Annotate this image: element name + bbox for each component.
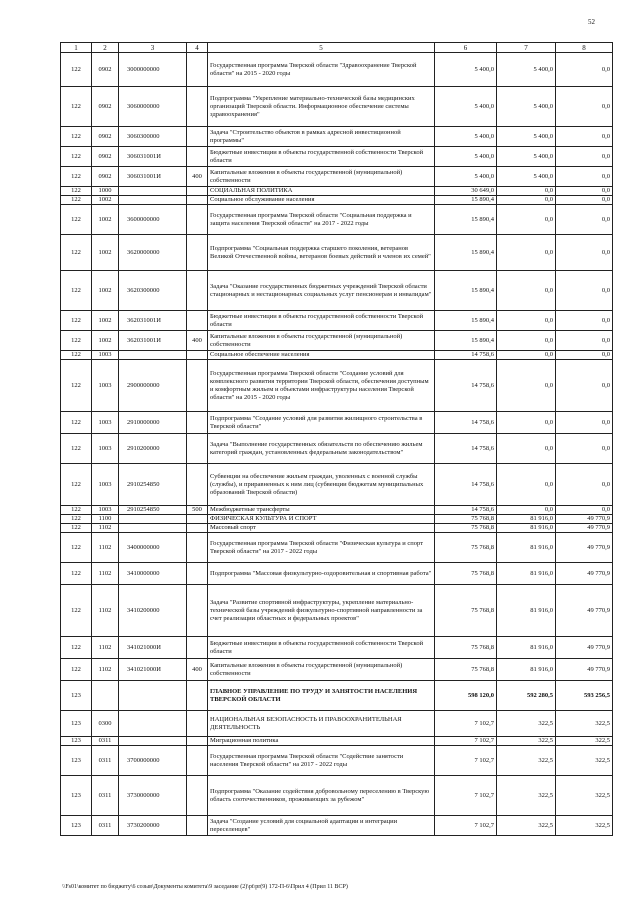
table-cell-c5: Государственная программа Тверской области "Социальная поддержка и защита населения Тверской области" на 2017 - 2022 годы (208, 205, 435, 235)
table-row (61, 585, 613, 637)
table-cell-c6: 7 102,7 (435, 737, 497, 746)
table-cell-c5: Миграционная политика (208, 737, 435, 746)
table-cell-c3: 341021000И (119, 659, 187, 681)
header-cell: 7 (497, 43, 556, 53)
table-cell-c1: 122 (61, 167, 92, 187)
header-cell: 1 (61, 43, 92, 53)
table-cell-c3 (119, 187, 187, 196)
table-row (61, 147, 613, 167)
table-row (61, 127, 613, 147)
table-cell-c6: 5 400,0 (435, 167, 497, 187)
table-cell-c4 (187, 205, 208, 235)
table-cell-c8: 49 770,9 (556, 563, 613, 585)
table-cell-c2: 0311 (92, 746, 119, 776)
table-cell-c5: ФИЗИЧЕСКАЯ КУЛЬТУРА И СПОРТ (208, 515, 435, 524)
table-cell-c6: 75 768,8 (435, 533, 497, 563)
table-cell-c1: 122 (61, 196, 92, 205)
table-cell-c1: 122 (61, 506, 92, 515)
table-cell-c1: 122 (61, 311, 92, 331)
table-cell-c5: Подпрограмма "Создание условий для развития жилищного строительства в Тверской области" (208, 412, 435, 434)
table-cell-c5: Задача "Оказание государственных бюджетных учреждений Тверской области стационарных и нестационарных социальных услуг пенсионерам и инвалидам" (208, 271, 435, 311)
table-cell-c5: СОЦИАЛЬНАЯ ПОЛИТИКА (208, 187, 435, 196)
table-row (61, 681, 613, 711)
table-cell-c4 (187, 311, 208, 331)
table-cell-c7: 322,5 (497, 776, 556, 816)
table-cell-c6: 15 890,4 (435, 205, 497, 235)
table-cell-c7: 81 916,0 (497, 637, 556, 659)
table-cell-c8: 322,5 (556, 737, 613, 746)
table-cell-c4 (187, 351, 208, 360)
table-cell-c3: 306031001И (119, 147, 187, 167)
table-cell-c1: 123 (61, 711, 92, 737)
table-cell-c2: 0902 (92, 53, 119, 87)
table-cell-c5: Подпрограмма "Укрепление материально-технической базы медицинских организаций Тверской области. Информационное обеспечение системы здравоохранения" (208, 87, 435, 127)
table-cell-c8: 0,0 (556, 412, 613, 434)
table-cell-c4 (187, 585, 208, 637)
table-cell-c4: 400 (187, 167, 208, 187)
table-cell-c8: 49 770,9 (556, 659, 613, 681)
table-cell-c6: 5 400,0 (435, 87, 497, 127)
table-cell-c1: 122 (61, 360, 92, 412)
table-cell-c4 (187, 235, 208, 271)
table-cell-c5: Задача "Создание условий для социальной адаптации и интеграции переселенцев" (208, 816, 435, 836)
table-cell-c5: Государственная программа Тверской области "Содействие занятости населения Тверской области" на 2017 - 2022 годы (208, 746, 435, 776)
table-row (61, 515, 613, 524)
table-cell-c2 (92, 681, 119, 711)
table-cell-c3 (119, 196, 187, 205)
table-cell-c8: 0,0 (556, 127, 613, 147)
table-cell-c8: 49 770,9 (556, 524, 613, 533)
table-cell-c8: 593 256,5 (556, 681, 613, 711)
table-cell-c4 (187, 127, 208, 147)
table-cell-c7: 0,0 (497, 187, 556, 196)
table-cell-c3: 2910254850 (119, 464, 187, 506)
table-cell-c5: Капитальные вложения в объекты государственной (муниципальной) собственности (208, 659, 435, 681)
table-cell-c8: 0,0 (556, 271, 613, 311)
table-cell-c6: 30 649,0 (435, 187, 497, 196)
table-cell-c2: 1003 (92, 506, 119, 515)
table-cell-c8: 49 770,9 (556, 515, 613, 524)
table-row (61, 816, 613, 836)
table-cell-c8: 49 770,9 (556, 585, 613, 637)
table-cell-c1: 122 (61, 563, 92, 585)
header-cell: 4 (187, 43, 208, 53)
table-cell-c3: 3400000000 (119, 533, 187, 563)
header-cell: 3 (119, 43, 187, 53)
table-cell-c5: Бюджетные инвестиции в объекты государственной собственности Тверской области (208, 637, 435, 659)
table-cell-c1: 123 (61, 737, 92, 746)
table-cell-c1: 122 (61, 412, 92, 434)
table-cell-c1: 122 (61, 205, 92, 235)
table-cell-c7: 81 916,0 (497, 533, 556, 563)
table-cell-c6: 15 890,4 (435, 196, 497, 205)
table-cell-c2: 0311 (92, 776, 119, 816)
table-cell-c1: 122 (61, 53, 92, 87)
table-cell-c2: 0902 (92, 127, 119, 147)
table-cell-c3 (119, 737, 187, 746)
table-cell-c3: 2910000000 (119, 412, 187, 434)
table-cell-c1: 122 (61, 127, 92, 147)
table-cell-c2: 1002 (92, 205, 119, 235)
table-cell-c6: 5 400,0 (435, 147, 497, 167)
table-cell-c1: 122 (61, 271, 92, 311)
table-cell-c7: 0,0 (497, 331, 556, 351)
page-number: 52 (588, 18, 595, 26)
table-cell-c6: 75 768,8 (435, 515, 497, 524)
table-cell-c7: 322,5 (497, 737, 556, 746)
table-cell-c5: Массовый спорт (208, 524, 435, 533)
table-cell-c7: 0,0 (497, 235, 556, 271)
header-cell: 6 (435, 43, 497, 53)
table-row (61, 563, 613, 585)
table-cell-c2: 1002 (92, 271, 119, 311)
table-cell-c8: 49 770,9 (556, 533, 613, 563)
table-cell-c4: 400 (187, 331, 208, 351)
header-row (61, 43, 613, 53)
table-cell-c2: 1000 (92, 187, 119, 196)
table-cell-c8: 0,0 (556, 351, 613, 360)
table-cell-c4 (187, 637, 208, 659)
table-cell-c5: Задача "Строительство объектов в рамках адресной инвестиционной программы" (208, 127, 435, 147)
table-cell-c5: Социальное обеспечение населения (208, 351, 435, 360)
table-cell-c8: 0,0 (556, 311, 613, 331)
table-cell-c5: Межбюджетные трансферты (208, 506, 435, 515)
table-cell-c7: 81 916,0 (497, 563, 556, 585)
table-cell-c4 (187, 681, 208, 711)
table-cell-c3: 306031001И (119, 167, 187, 187)
table-cell-c7: 81 916,0 (497, 659, 556, 681)
table-cell-c5: Подпрограмма "Массовая физкультурно-оздоровительная и спортивная работа" (208, 563, 435, 585)
table-cell-c4 (187, 412, 208, 434)
table-cell-c5: Бюджетные инвестиции в объекты государственной собственности Тверской области (208, 147, 435, 167)
table-cell-c7: 322,5 (497, 746, 556, 776)
table-cell-c7: 5 400,0 (497, 87, 556, 127)
table-cell-c6: 7 102,7 (435, 711, 497, 737)
table-cell-c5: Государственная программа Тверской области "Здравоохранение Тверской области" на 2015 - 2020 годы (208, 53, 435, 87)
table-cell-c5: Капитальные вложения в объекты государственной (муниципальной) собственности (208, 167, 435, 187)
table-cell-c3: 2910254850 (119, 506, 187, 515)
table-cell-c1: 122 (61, 331, 92, 351)
table-cell-c6: 75 768,8 (435, 585, 497, 637)
table-cell-c5: Задача "Развитие спортивной инфраструктуры, укрепление материально-технической базы учреждений физкультурно-спортивной направленности за счет реализации областных и федеральных проектов" (208, 585, 435, 637)
table-cell-c6: 14 758,6 (435, 434, 497, 464)
table-cell-c1: 122 (61, 235, 92, 271)
table-cell-c4 (187, 515, 208, 524)
table-row (61, 776, 613, 816)
table-cell-c7: 0,0 (497, 434, 556, 464)
table-row (61, 311, 613, 331)
table-cell-c8: 0,0 (556, 167, 613, 187)
table-cell-c1: 122 (61, 515, 92, 524)
table-row (61, 331, 613, 351)
table-cell-c1: 123 (61, 816, 92, 836)
table-row (61, 524, 613, 533)
table-cell-c2: 1002 (92, 235, 119, 271)
table-cell-c6: 75 768,8 (435, 659, 497, 681)
table-cell-c6: 15 890,4 (435, 235, 497, 271)
table-cell-c6: 598 120,0 (435, 681, 497, 711)
table-cell-c8: 322,5 (556, 776, 613, 816)
table-cell-c5: Задача "Выполнение государственных обязательств по обеспечению жильем категорий граждан, установленных федеральным законодательством" (208, 434, 435, 464)
table-cell-c1: 122 (61, 533, 92, 563)
table-cell-c6: 14 758,6 (435, 506, 497, 515)
table-cell-c5: Социальное обслуживание населения (208, 196, 435, 205)
table-row (61, 167, 613, 187)
table-cell-c4: 500 (187, 506, 208, 515)
table-cell-c7: 0,0 (497, 360, 556, 412)
table-row (61, 533, 613, 563)
table-cell-c2: 1003 (92, 434, 119, 464)
table-cell-c4 (187, 434, 208, 464)
table-cell-c2: 1100 (92, 515, 119, 524)
table-cell-c4 (187, 563, 208, 585)
table-cell-c4 (187, 524, 208, 533)
table-cell-c4 (187, 271, 208, 311)
table-cell-c6: 7 102,7 (435, 816, 497, 836)
table-cell-c2: 1102 (92, 533, 119, 563)
table-cell-c3: 3700000000 (119, 746, 187, 776)
table-cell-c3 (119, 681, 187, 711)
table-cell-c8: 0,0 (556, 331, 613, 351)
table-cell-c7: 81 916,0 (497, 515, 556, 524)
table-row (61, 711, 613, 737)
table-row (61, 87, 613, 127)
table-cell-c5: Подпрограмма "Социальная поддержка старшего поколения, ветеранов Великой Отечественной войны, ветеранов боевых действий и членов их семей" (208, 235, 435, 271)
table-cell-c2: 1102 (92, 637, 119, 659)
table-cell-c3 (119, 351, 187, 360)
table-cell-c1: 122 (61, 187, 92, 196)
header-cell: 8 (556, 43, 613, 53)
table-cell-c8: 0,0 (556, 196, 613, 205)
table-cell-c4 (187, 147, 208, 167)
table-cell-c6: 75 768,8 (435, 563, 497, 585)
table-cell-c1: 122 (61, 147, 92, 167)
table-cell-c5: Субвенции на обеспечение жильем граждан, уволенных с военной службы (службы), и приравненных к ним лиц (субвенции бюджетам муниципальных образований Тверской области) (208, 464, 435, 506)
table-cell-c4 (187, 776, 208, 816)
table-cell-c1: 122 (61, 659, 92, 681)
table-cell-c5: Капитальные вложения в объекты государственной (муниципальной) собственности (208, 331, 435, 351)
table-cell-c3: 3410200000 (119, 585, 187, 637)
table-cell-c2: 1102 (92, 524, 119, 533)
table-cell-c6: 5 400,0 (435, 127, 497, 147)
table-cell-c6: 5 400,0 (435, 53, 497, 87)
table-cell-c8: 0,0 (556, 434, 613, 464)
table-row (61, 737, 613, 746)
table-cell-c8: 0,0 (556, 147, 613, 167)
table-row (61, 360, 613, 412)
table-cell-c7: 0,0 (497, 464, 556, 506)
table-cell-c7: 0,0 (497, 412, 556, 434)
table-cell-c3: 362031001И (119, 311, 187, 331)
table-row (61, 205, 613, 235)
table-cell-c1: 123 (61, 681, 92, 711)
table-cell-c7: 0,0 (497, 271, 556, 311)
table-cell-c2: 1102 (92, 585, 119, 637)
table-cell-c3: 3060000000 (119, 87, 187, 127)
table-cell-c4: 400 (187, 659, 208, 681)
table-cell-c8: 0,0 (556, 360, 613, 412)
table-cell-c5: Государственная программа Тверской области "Физическая культура и спорт Тверской области" на 2017 - 2022 годы (208, 533, 435, 563)
table-cell-c8: 322,5 (556, 711, 613, 737)
table-cell-c2: 0300 (92, 711, 119, 737)
table-cell-c2: 0902 (92, 87, 119, 127)
file-path-footer: \\Fs01\комитет по бюджету\6 созыв\Документы комитета\9 заседание (2)\pt\pr(9) 172-П-6\Прил 4 (Прил 11 ВСР) (62, 884, 348, 890)
table-cell-c1: 122 (61, 351, 92, 360)
table-row (61, 235, 613, 271)
table-row (61, 746, 613, 776)
table-cell-c3: 341021000И (119, 637, 187, 659)
table-cell-c4 (187, 711, 208, 737)
table-cell-c6: 75 768,8 (435, 524, 497, 533)
table-cell-c6: 15 890,4 (435, 311, 497, 331)
table-cell-c5: ГЛАВНОЕ УПРАВЛЕНИЕ ПО ТРУДУ И ЗАНЯТОСТИ НАСЕЛЕНИЯ ТВЕРСКОЙ ОБЛАСТИ (208, 681, 435, 711)
table-row (61, 506, 613, 515)
table-cell-c1: 122 (61, 434, 92, 464)
table-cell-c4 (187, 816, 208, 836)
table-cell-c7: 0,0 (497, 311, 556, 331)
table-row (61, 53, 613, 87)
table-row (61, 464, 613, 506)
table-cell-c4 (187, 87, 208, 127)
table-cell-c7: 5 400,0 (497, 127, 556, 147)
table-cell-c6: 14 758,6 (435, 464, 497, 506)
table-cell-c5: Государственная программа Тверской области "Создание условий для комплексного развития территории Тверской области, обеспечения доступным и комфортным жильем и объектами инфраструктуры населения Тверской области" на 2015 - 2020 годы (208, 360, 435, 412)
table-row (61, 196, 613, 205)
table-cell-c1: 122 (61, 464, 92, 506)
table-cell-c2: 0902 (92, 147, 119, 167)
table-cell-c3: 362031001И (119, 331, 187, 351)
table-cell-c2: 1002 (92, 196, 119, 205)
table-cell-c5: Бюджетные инвестиции в объекты государственной собственности Тверской области (208, 311, 435, 331)
table-cell-c6: 14 758,6 (435, 360, 497, 412)
table-cell-c3: 3620000000 (119, 235, 187, 271)
header-cell: 2 (92, 43, 119, 53)
table-cell-c8: 322,5 (556, 746, 613, 776)
table-cell-c7: 0,0 (497, 196, 556, 205)
table-cell-c2: 1002 (92, 311, 119, 331)
table-cell-c7: 5 400,0 (497, 53, 556, 87)
table-cell-c2: 1102 (92, 563, 119, 585)
table-cell-c2: 0311 (92, 737, 119, 746)
table-cell-c4 (187, 737, 208, 746)
table-row (61, 187, 613, 196)
table-cell-c8: 49 770,9 (556, 637, 613, 659)
table-row (61, 351, 613, 360)
table-cell-c8: 322,5 (556, 816, 613, 836)
table-cell-c6: 14 758,6 (435, 351, 497, 360)
table-cell-c7: 322,5 (497, 816, 556, 836)
table-cell-c6: 75 768,8 (435, 637, 497, 659)
table-cell-c7: 81 916,0 (497, 524, 556, 533)
table-cell-c8: 0,0 (556, 235, 613, 271)
table-cell-c8: 0,0 (556, 205, 613, 235)
table-cell-c5: НАЦИОНАЛЬНАЯ БЕЗОПАСНОСТЬ И ПРАВООХРАНИТЕЛЬНАЯ ДЕЯТЕЛЬНОСТЬ (208, 711, 435, 737)
table-cell-c2: 1003 (92, 412, 119, 434)
table-cell-c2: 0902 (92, 167, 119, 187)
table-cell-c8: 0,0 (556, 53, 613, 87)
table-cell-c7: 322,5 (497, 711, 556, 737)
table-cell-c1: 122 (61, 524, 92, 533)
table-cell-c3: 2910200000 (119, 434, 187, 464)
table-cell-c4 (187, 53, 208, 87)
table-cell-c7: 81 916,0 (497, 585, 556, 637)
table-cell-c1: 122 (61, 637, 92, 659)
table-cell-c3: 3730000000 (119, 776, 187, 816)
table-row (61, 434, 613, 464)
table-cell-c1: 123 (61, 776, 92, 816)
table-cell-c3 (119, 515, 187, 524)
table-row (61, 412, 613, 434)
table-cell-c6: 14 758,6 (435, 412, 497, 434)
table-cell-c2: 1102 (92, 659, 119, 681)
table-row (61, 271, 613, 311)
table-cell-c3 (119, 711, 187, 737)
table-cell-c7: 0,0 (497, 506, 556, 515)
table-cell-c8: 0,0 (556, 187, 613, 196)
table-cell-c7: 0,0 (497, 205, 556, 235)
table-cell-c4 (187, 746, 208, 776)
table-cell-c3: 3600000000 (119, 205, 187, 235)
table-cell-c2: 1003 (92, 464, 119, 506)
table-cell-c2: 1003 (92, 351, 119, 360)
budget-table (60, 42, 613, 836)
header-cell: 5 (208, 43, 435, 53)
table-cell-c4 (187, 533, 208, 563)
table-cell-c3: 2900000000 (119, 360, 187, 412)
table-cell-c3 (119, 524, 187, 533)
table-cell-c7: 5 400,0 (497, 147, 556, 167)
table-cell-c1: 123 (61, 746, 92, 776)
table-cell-c5: Подпрограмма "Оказание содействия добровольному переселению в Тверскую область соотечественников, проживающих за рубежом" (208, 776, 435, 816)
table-cell-c3: 3620300000 (119, 271, 187, 311)
table-cell-c2: 0311 (92, 816, 119, 836)
table-cell-c2: 1002 (92, 331, 119, 351)
table-cell-c1: 122 (61, 87, 92, 127)
table-cell-c7: 0,0 (497, 351, 556, 360)
table-cell-c6: 15 890,4 (435, 271, 497, 311)
table-cell-c6: 15 890,4 (435, 331, 497, 351)
table-cell-c3: 3060300000 (119, 127, 187, 147)
table-cell-c8: 0,0 (556, 87, 613, 127)
table-cell-c8: 0,0 (556, 464, 613, 506)
table-cell-c6: 7 102,7 (435, 746, 497, 776)
table-cell-c3: 3730200000 (119, 816, 187, 836)
table-cell-c7: 592 280,5 (497, 681, 556, 711)
table-cell-c2: 1003 (92, 360, 119, 412)
table-cell-c3: 3000000000 (119, 53, 187, 87)
table-cell-c6: 7 102,7 (435, 776, 497, 816)
table-row (61, 637, 613, 659)
table-cell-c8: 0,0 (556, 506, 613, 515)
table-cell-c3: 3410000000 (119, 563, 187, 585)
table-cell-c1: 122 (61, 585, 92, 637)
table-cell-c4 (187, 196, 208, 205)
table-cell-c4 (187, 464, 208, 506)
table-cell-c4 (187, 360, 208, 412)
table-row (61, 659, 613, 681)
table-cell-c4 (187, 187, 208, 196)
table-cell-c7: 5 400,0 (497, 167, 556, 187)
